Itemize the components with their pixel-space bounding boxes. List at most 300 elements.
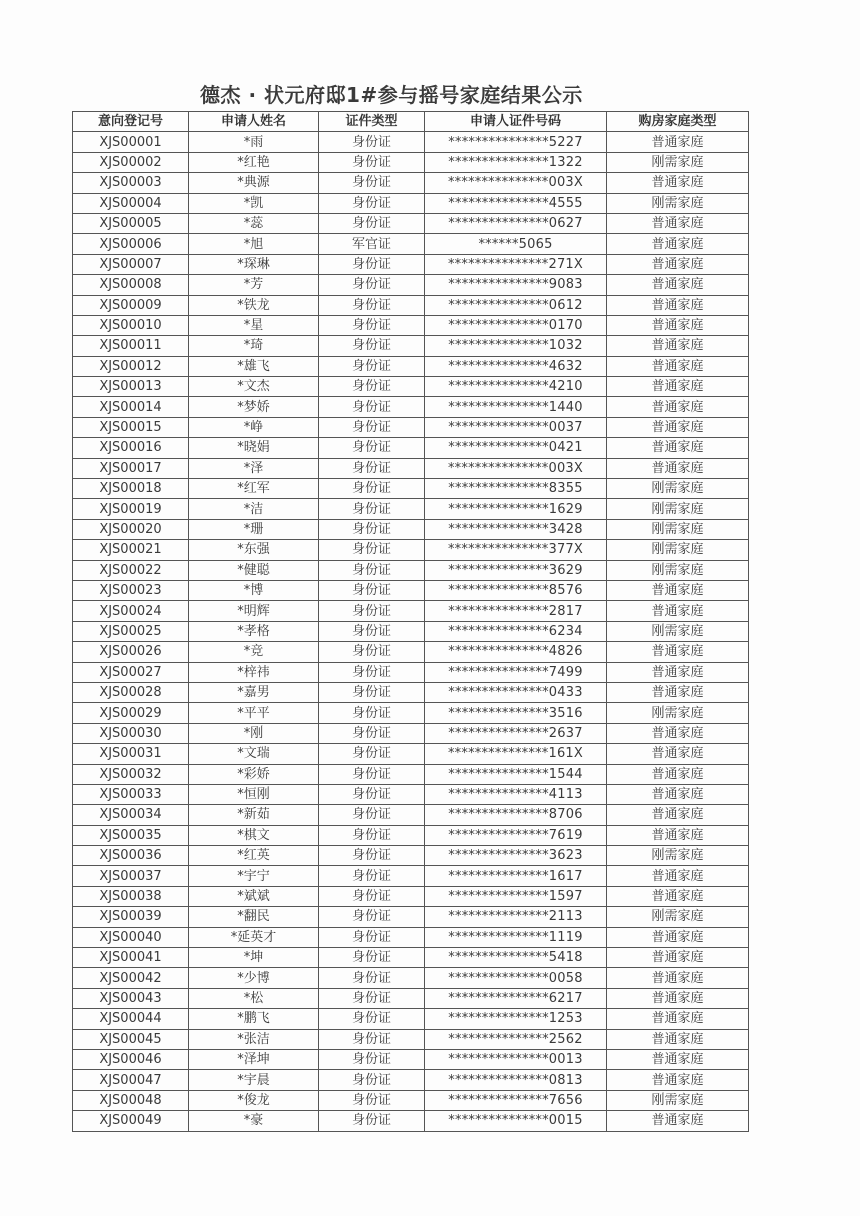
cell-id-number: ***************7499 [425, 662, 607, 682]
cell-registration-no: XJS00044 [73, 1009, 189, 1029]
table-row [73, 519, 749, 539]
cell-id-number: ***************2113 [425, 907, 607, 927]
cell-applicant-name: *晓娟 [189, 438, 319, 458]
cell-applicant-name: *斌斌 [189, 886, 319, 906]
cell-id-number: ***************0058 [425, 968, 607, 988]
table-row [73, 1090, 749, 1110]
cell-applicant-name: *铁龙 [189, 295, 319, 315]
table-body [73, 132, 749, 1131]
cell-id-number: ***************0037 [425, 417, 607, 437]
table-row [73, 1029, 749, 1049]
cell-id-type: 身份证 [319, 458, 425, 478]
cell-id-type: 身份证 [319, 642, 425, 662]
cell-family-type: 刚需家庭 [607, 479, 749, 499]
cell-applicant-name: *芳 [189, 275, 319, 295]
cell-id-number: ***************271X [425, 254, 607, 274]
cell-applicant-name: *鹏飞 [189, 1009, 319, 1029]
cell-applicant-name: *文杰 [189, 377, 319, 397]
cell-applicant-name: *竞 [189, 642, 319, 662]
cell-registration-no: XJS00033 [73, 784, 189, 804]
cell-registration-no: XJS00040 [73, 927, 189, 947]
cell-id-number: ***************2637 [425, 723, 607, 743]
cell-applicant-name: *宇晨 [189, 1070, 319, 1090]
cell-applicant-name: *豪 [189, 1111, 319, 1131]
cell-family-type: 普通家庭 [607, 377, 749, 397]
cell-applicant-name: *红英 [189, 846, 319, 866]
cell-id-type: 身份证 [319, 805, 425, 825]
cell-family-type: 普通家庭 [607, 723, 749, 743]
table-row [73, 968, 749, 988]
cell-id-number: ***************0013 [425, 1049, 607, 1069]
cell-registration-no: XJS00027 [73, 662, 189, 682]
table-row [73, 438, 749, 458]
table-row [73, 601, 749, 621]
cell-family-type: 普通家庭 [607, 886, 749, 906]
cell-id-number: ***************377X [425, 540, 607, 560]
cell-id-type: 身份证 [319, 1090, 425, 1110]
cell-id-type: 身份证 [319, 682, 425, 702]
cell-family-type: 普通家庭 [607, 948, 749, 968]
cell-id-number: ***************4210 [425, 377, 607, 397]
cell-id-type: 身份证 [319, 417, 425, 437]
cell-id-type: 身份证 [319, 438, 425, 458]
cell-id-type: 身份证 [319, 213, 425, 233]
cell-id-type: 身份证 [319, 825, 425, 845]
cell-family-type: 普通家庭 [607, 1111, 749, 1131]
cell-id-number: ***************1440 [425, 397, 607, 417]
cell-id-type: 身份证 [319, 1111, 425, 1131]
cell-family-type: 普通家庭 [607, 662, 749, 682]
cell-registration-no: XJS00015 [73, 417, 189, 437]
cell-id-type: 身份证 [319, 886, 425, 906]
table-row [73, 295, 749, 315]
cell-applicant-name: *星 [189, 315, 319, 335]
cell-family-type: 普通家庭 [607, 417, 749, 437]
cell-registration-no: XJS00048 [73, 1090, 189, 1110]
cell-family-type: 普通家庭 [607, 988, 749, 1008]
cell-family-type: 普通家庭 [607, 438, 749, 458]
cell-id-number: ***************6234 [425, 621, 607, 641]
cell-applicant-name: *东强 [189, 540, 319, 560]
cell-family-type: 刚需家庭 [607, 193, 749, 213]
cell-applicant-name: *明辉 [189, 601, 319, 621]
table-row [73, 152, 749, 172]
cell-id-type: 身份证 [319, 336, 425, 356]
cell-family-type: 普通家庭 [607, 275, 749, 295]
cell-id-number: ***************7619 [425, 825, 607, 845]
cell-id-number: ***************1322 [425, 152, 607, 172]
cell-registration-no: XJS00041 [73, 948, 189, 968]
cell-registration-no: XJS00010 [73, 315, 189, 335]
cell-family-type: 普通家庭 [607, 1029, 749, 1049]
cell-applicant-name: *峥 [189, 417, 319, 437]
cell-id-number: ***************0627 [425, 213, 607, 233]
cell-family-type: 普通家庭 [607, 1009, 749, 1029]
cell-registration-no: XJS00045 [73, 1029, 189, 1049]
table-row [73, 825, 749, 845]
table-row [73, 764, 749, 784]
cell-id-number: ***************0421 [425, 438, 607, 458]
cell-family-type: 刚需家庭 [607, 846, 749, 866]
cell-id-type: 身份证 [319, 744, 425, 764]
cell-id-type: 身份证 [319, 540, 425, 560]
cell-id-number: ***************1544 [425, 764, 607, 784]
table-row [73, 1070, 749, 1090]
cell-family-type: 普通家庭 [607, 1070, 749, 1090]
cell-id-type: 身份证 [319, 295, 425, 315]
cell-family-type: 普通家庭 [607, 356, 749, 376]
cell-id-type: 身份证 [319, 560, 425, 580]
cell-registration-no: XJS00024 [73, 601, 189, 621]
table-row [73, 805, 749, 825]
cell-family-type: 普通家庭 [607, 234, 749, 254]
header-family-type: 购房家庭类型 [607, 112, 749, 132]
table-row [73, 744, 749, 764]
header-id-type: 证件类型 [319, 112, 425, 132]
cell-registration-no: XJS00016 [73, 438, 189, 458]
table-row [73, 1111, 749, 1131]
cell-family-type: 刚需家庭 [607, 907, 749, 927]
table-row [73, 458, 749, 478]
cell-applicant-name: *博 [189, 580, 319, 600]
cell-applicant-name: *雄飞 [189, 356, 319, 376]
table-row [73, 907, 749, 927]
cell-applicant-name: *琛琳 [189, 254, 319, 274]
header-row [73, 112, 749, 132]
cell-family-type: 普通家庭 [607, 254, 749, 274]
cell-applicant-name: *平平 [189, 703, 319, 723]
cell-id-number: ***************0170 [425, 315, 607, 335]
cell-applicant-name: *新茹 [189, 805, 319, 825]
cell-id-type: 身份证 [319, 356, 425, 376]
table-row [73, 723, 749, 743]
cell-id-type: 身份证 [319, 193, 425, 213]
cell-registration-no: XJS00031 [73, 744, 189, 764]
cell-family-type: 普通家庭 [607, 132, 749, 152]
cell-id-type: 身份证 [319, 621, 425, 641]
cell-id-number: ***************7656 [425, 1090, 607, 1110]
cell-family-type: 普通家庭 [607, 764, 749, 784]
cell-family-type: 刚需家庭 [607, 560, 749, 580]
cell-id-number: ***************1119 [425, 927, 607, 947]
cell-registration-no: XJS00032 [73, 764, 189, 784]
cell-registration-no: XJS00036 [73, 846, 189, 866]
cell-family-type: 刚需家庭 [607, 152, 749, 172]
cell-applicant-name: *彩娇 [189, 764, 319, 784]
cell-id-number: ***************4555 [425, 193, 607, 213]
cell-family-type: 普通家庭 [607, 601, 749, 621]
table-row [73, 132, 749, 152]
cell-id-type: 身份证 [319, 601, 425, 621]
table-row [73, 479, 749, 499]
cell-registration-no: XJS00009 [73, 295, 189, 315]
table-row [73, 336, 749, 356]
cell-registration-no: XJS00014 [73, 397, 189, 417]
result-table [72, 111, 749, 1132]
cell-registration-no: XJS00003 [73, 173, 189, 193]
cell-registration-no: XJS00030 [73, 723, 189, 743]
cell-registration-no: XJS00023 [73, 580, 189, 600]
cell-id-number: ***************6217 [425, 988, 607, 1008]
table-header [73, 112, 749, 132]
cell-id-number: ***************3623 [425, 846, 607, 866]
table-row [73, 988, 749, 1008]
cell-id-type: 身份证 [319, 1009, 425, 1029]
cell-registration-no: XJS00008 [73, 275, 189, 295]
table-row [73, 580, 749, 600]
cell-registration-no: XJS00039 [73, 907, 189, 927]
cell-registration-no: XJS00007 [73, 254, 189, 274]
cell-registration-no: XJS00038 [73, 886, 189, 906]
cell-id-number: ***************4632 [425, 356, 607, 376]
cell-applicant-name: *泽坤 [189, 1049, 319, 1069]
cell-id-number: ***************9083 [425, 275, 607, 295]
cell-family-type: 普通家庭 [607, 397, 749, 417]
cell-id-type: 身份证 [319, 499, 425, 519]
cell-id-number: ***************003X [425, 173, 607, 193]
cell-id-number: ***************0612 [425, 295, 607, 315]
cell-id-type: 身份证 [319, 254, 425, 274]
table-row [73, 173, 749, 193]
cell-id-number: ******5065 [425, 234, 607, 254]
table-row [73, 275, 749, 295]
cell-family-type: 普通家庭 [607, 295, 749, 315]
cell-registration-no: XJS00019 [73, 499, 189, 519]
cell-id-number: ***************3516 [425, 703, 607, 723]
cell-applicant-name: *梦娇 [189, 397, 319, 417]
cell-id-type: 身份证 [319, 723, 425, 743]
cell-id-type: 身份证 [319, 784, 425, 804]
table-row [73, 315, 749, 335]
cell-id-type: 身份证 [319, 662, 425, 682]
cell-applicant-name: *文瑞 [189, 744, 319, 764]
cell-applicant-name: *俊龙 [189, 1090, 319, 1110]
cell-id-type: 身份证 [319, 132, 425, 152]
table-row [73, 662, 749, 682]
table-row [73, 377, 749, 397]
cell-registration-no: XJS00018 [73, 479, 189, 499]
cell-id-number: ***************8576 [425, 580, 607, 600]
cell-id-type: 身份证 [319, 152, 425, 172]
header-id-number: 申请人证件号码 [425, 112, 607, 132]
cell-registration-no: XJS00043 [73, 988, 189, 1008]
table-row [73, 540, 749, 560]
cell-family-type: 普通家庭 [607, 1049, 749, 1069]
table-row [73, 1049, 749, 1069]
table-row [73, 193, 749, 213]
cell-id-type: 身份证 [319, 907, 425, 927]
cell-applicant-name: *琦 [189, 336, 319, 356]
cell-family-type: 刚需家庭 [607, 499, 749, 519]
header-registration-no: 意向登记号 [73, 112, 189, 132]
table-row [73, 948, 749, 968]
cell-id-number: ***************2562 [425, 1029, 607, 1049]
cell-applicant-name: *延英才 [189, 927, 319, 947]
cell-family-type: 普通家庭 [607, 580, 749, 600]
cell-id-type: 身份证 [319, 866, 425, 886]
cell-applicant-name: *张洁 [189, 1029, 319, 1049]
cell-family-type: 普通家庭 [607, 173, 749, 193]
cell-id-number: ***************5227 [425, 132, 607, 152]
cell-id-type: 身份证 [319, 580, 425, 600]
cell-applicant-name: *珊 [189, 519, 319, 539]
cell-applicant-name: *棋文 [189, 825, 319, 845]
table-row [73, 213, 749, 233]
cell-id-number: ***************2817 [425, 601, 607, 621]
table-row [73, 846, 749, 866]
table-row [73, 886, 749, 906]
cell-applicant-name: *凯 [189, 193, 319, 213]
table-row [73, 927, 749, 947]
cell-family-type: 刚需家庭 [607, 1090, 749, 1110]
page-title: 德杰 · 状元府邸1#参与摇号家庭结果公示 [200, 83, 583, 107]
cell-family-type: 普通家庭 [607, 744, 749, 764]
cell-id-number: ***************8355 [425, 479, 607, 499]
table-row [73, 254, 749, 274]
cell-id-number: ***************0813 [425, 1070, 607, 1090]
cell-id-type: 身份证 [319, 846, 425, 866]
cell-id-type: 身份证 [319, 1049, 425, 1069]
cell-applicant-name: *嘉男 [189, 682, 319, 702]
cell-registration-no: XJS00035 [73, 825, 189, 845]
cell-registration-no: XJS00034 [73, 805, 189, 825]
cell-registration-no: XJS00049 [73, 1111, 189, 1131]
cell-id-number: ***************1629 [425, 499, 607, 519]
cell-family-type: 普通家庭 [607, 825, 749, 845]
cell-family-type: 普通家庭 [607, 336, 749, 356]
cell-applicant-name: *健聪 [189, 560, 319, 580]
cell-family-type: 普通家庭 [607, 458, 749, 478]
table-row [73, 356, 749, 376]
cell-family-type: 普通家庭 [607, 213, 749, 233]
table-row [73, 499, 749, 519]
cell-id-type: 身份证 [319, 519, 425, 539]
cell-registration-no: XJS00042 [73, 968, 189, 988]
cell-id-type: 身份证 [319, 948, 425, 968]
cell-registration-no: XJS00020 [73, 519, 189, 539]
cell-family-type: 刚需家庭 [607, 703, 749, 723]
cell-applicant-name: *刚 [189, 723, 319, 743]
cell-applicant-name: *翻民 [189, 907, 319, 927]
cell-registration-no: XJS00025 [73, 621, 189, 641]
cell-id-type: 身份证 [319, 173, 425, 193]
cell-registration-no: XJS00005 [73, 213, 189, 233]
table-row [73, 397, 749, 417]
cell-registration-no: XJS00011 [73, 336, 189, 356]
cell-registration-no: XJS00006 [73, 234, 189, 254]
table-row [73, 784, 749, 804]
cell-id-number: ***************4826 [425, 642, 607, 662]
cell-id-type: 身份证 [319, 1070, 425, 1090]
cell-family-type: 刚需家庭 [607, 621, 749, 641]
cell-id-number: ***************0015 [425, 1111, 607, 1131]
cell-family-type: 普通家庭 [607, 866, 749, 886]
cell-id-number: ***************0433 [425, 682, 607, 702]
cell-applicant-name: *恒刚 [189, 784, 319, 804]
cell-id-type: 身份证 [319, 377, 425, 397]
cell-family-type: 普通家庭 [607, 682, 749, 702]
cell-registration-no: XJS00021 [73, 540, 189, 560]
cell-applicant-name: *少博 [189, 968, 319, 988]
cell-applicant-name: *泽 [189, 458, 319, 478]
cell-id-number: ***************4113 [425, 784, 607, 804]
cell-id-number: ***************1032 [425, 336, 607, 356]
cell-id-number: ***************3629 [425, 560, 607, 580]
table-row [73, 621, 749, 641]
cell-id-number: ***************1617 [425, 866, 607, 886]
cell-id-type: 身份证 [319, 764, 425, 784]
header-applicant-name: 申请人姓名 [189, 112, 319, 132]
cell-registration-no: XJS00029 [73, 703, 189, 723]
cell-registration-no: XJS00037 [73, 866, 189, 886]
cell-id-type: 身份证 [319, 275, 425, 295]
cell-registration-no: XJS00046 [73, 1049, 189, 1069]
table-row [73, 866, 749, 886]
cell-id-type: 身份证 [319, 968, 425, 988]
cell-registration-no: XJS00022 [73, 560, 189, 580]
cell-applicant-name: *坤 [189, 948, 319, 968]
cell-applicant-name: *红艳 [189, 152, 319, 172]
cell-family-type: 普通家庭 [607, 784, 749, 804]
cell-registration-no: XJS00001 [73, 132, 189, 152]
cell-family-type: 普通家庭 [607, 315, 749, 335]
cell-applicant-name: *典源 [189, 173, 319, 193]
cell-applicant-name: *松 [189, 988, 319, 1008]
cell-registration-no: XJS00002 [73, 152, 189, 172]
cell-id-type: 身份证 [319, 703, 425, 723]
cell-applicant-name: *雨 [189, 132, 319, 152]
cell-family-type: 普通家庭 [607, 968, 749, 988]
cell-id-number: ***************003X [425, 458, 607, 478]
table-row [73, 234, 749, 254]
cell-registration-no: XJS00026 [73, 642, 189, 662]
cell-id-number: ***************1597 [425, 886, 607, 906]
cell-registration-no: XJS00047 [73, 1070, 189, 1090]
cell-registration-no: XJS00013 [73, 377, 189, 397]
cell-applicant-name: *宇宁 [189, 866, 319, 886]
cell-id-type: 身份证 [319, 397, 425, 417]
cell-id-type: 身份证 [319, 479, 425, 499]
cell-family-type: 刚需家庭 [607, 519, 749, 539]
cell-applicant-name: *孝格 [189, 621, 319, 641]
cell-applicant-name: *蕊 [189, 213, 319, 233]
cell-registration-no: XJS00028 [73, 682, 189, 702]
cell-applicant-name: *洁 [189, 499, 319, 519]
cell-id-number: ***************8706 [425, 805, 607, 825]
cell-id-type: 身份证 [319, 988, 425, 1008]
table-row [73, 560, 749, 580]
cell-applicant-name: *梓祎 [189, 662, 319, 682]
cell-id-number: ***************161X [425, 744, 607, 764]
cell-registration-no: XJS00004 [73, 193, 189, 213]
cell-applicant-name: *旭 [189, 234, 319, 254]
cell-registration-no: XJS00017 [73, 458, 189, 478]
cell-family-type: 刚需家庭 [607, 540, 749, 560]
cell-id-type: 身份证 [319, 315, 425, 335]
table-row [73, 1009, 749, 1029]
table-row [73, 417, 749, 437]
cell-id-number: ***************1253 [425, 1009, 607, 1029]
cell-registration-no: XJS00012 [73, 356, 189, 376]
cell-id-number: ***************3428 [425, 519, 607, 539]
cell-family-type: 普通家庭 [607, 642, 749, 662]
cell-id-type: 军官证 [319, 234, 425, 254]
cell-id-type: 身份证 [319, 1029, 425, 1049]
cell-id-type: 身份证 [319, 927, 425, 947]
table-row [73, 703, 749, 723]
table-row [73, 642, 749, 662]
cell-family-type: 普通家庭 [607, 805, 749, 825]
